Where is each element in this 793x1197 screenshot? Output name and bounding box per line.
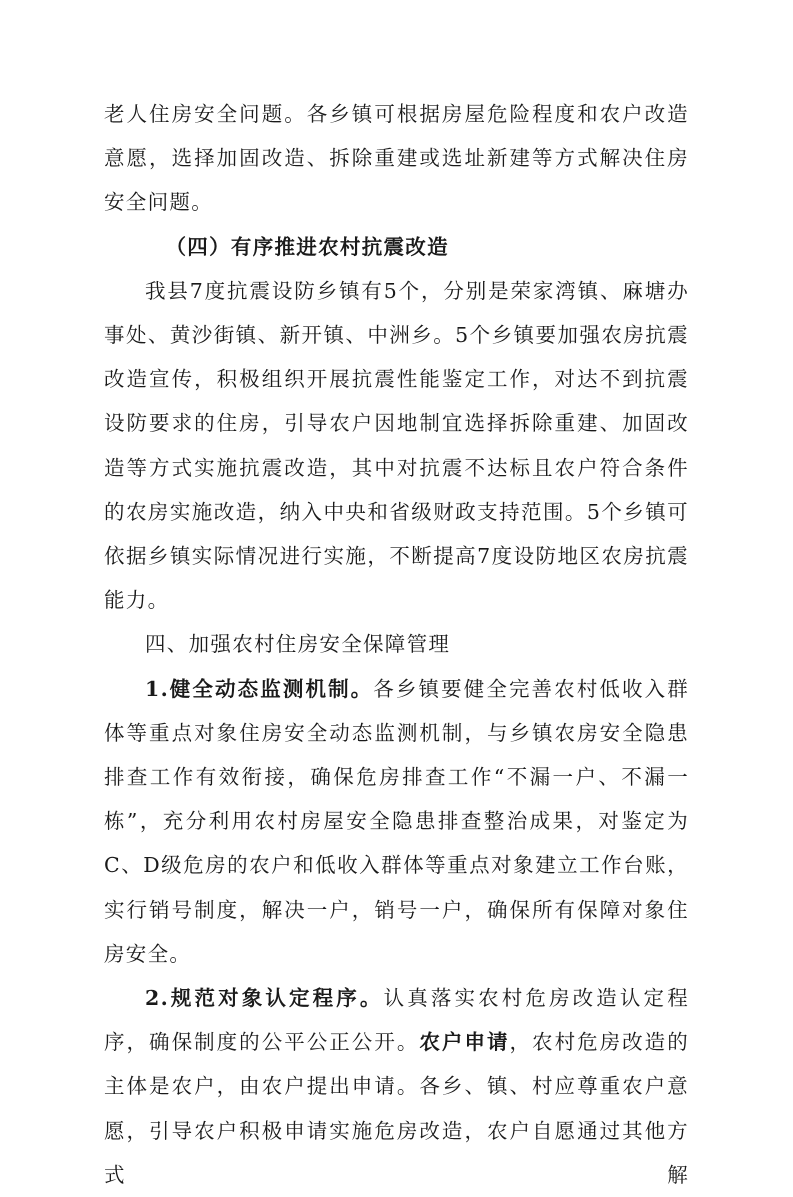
- item-2-body-b: ，农村危房改造的主体是农户，由农户提出申请。各乡、镇、村应尊重农户意愿，引导农户积极申请实施危房改造，农户自愿通过其他方式解: [104, 1030, 690, 1187]
- item-1-title: 1.健全动态监测机制。: [145, 676, 374, 701]
- document-body: [104, 92, 689, 1197]
- item-1-body: 各乡镇要健全完善农村低收入群体等重点对象住房安全动态监测机制，与乡镇农房安全隐患排查工作有效衔接，确保危房排查工作“不漏一户、不漏一栋”，充分利用农村房屋安全隐患排查整治成果，对鉴定为C、D级危房的农户和低收入群体等重点对象建立工作台账，实行销号制度，解决一户，销号一户，确保所有保障对象住房安全。: [104, 676, 690, 966]
- item-2-body-a: 认真落实农村危房改造认定程序，确保制度的公平公正公开。: [104, 986, 689, 1055]
- section-heading-text: 四、加强农村住房安全保障管理: [145, 632, 451, 657]
- paragraph-seismic: [104, 269, 689, 623]
- paragraph-text: 老人住房安全问题。各乡镇可根据房屋危险程度和农户改造意愿，选择加固改造、拆除重建或选址新建等方式解决住房安全问题。: [104, 102, 689, 215]
- item-2-subtitle: 农户申请: [419, 1030, 510, 1055]
- item-2-title: 2.规范对象认定程序。: [145, 986, 384, 1011]
- subheading-text: （四）有序推进农村抗震改造: [165, 234, 449, 259]
- paragraph-text: 我县7度抗震设防乡镇有5个，分别是荣家湾镇、麻塘办事处、黄沙街镇、新开镇、中洲乡。5个乡镇要加强农房抗震改造宣传，积极组织开展抗震性能鉴定工作，对达不到抗震设防要求的住房，引导农户因地制宜选择拆除重建、加固改造等方式实施抗震改造，其中对抗震不达标且农户符合条件的农房实施改造，纳入中央和省级财政支持范围。5个乡镇可依据乡镇实际情况进行实施，不断提高7度设防地区农房抗震能力。: [104, 278, 689, 613]
- section-heading-4: [104, 622, 689, 666]
- subheading-seismic-retrofit: [104, 225, 689, 269]
- paragraph-item-2: [104, 976, 689, 1197]
- paragraph-continuation: [104, 92, 689, 225]
- paragraph-item-1: [104, 667, 689, 976]
